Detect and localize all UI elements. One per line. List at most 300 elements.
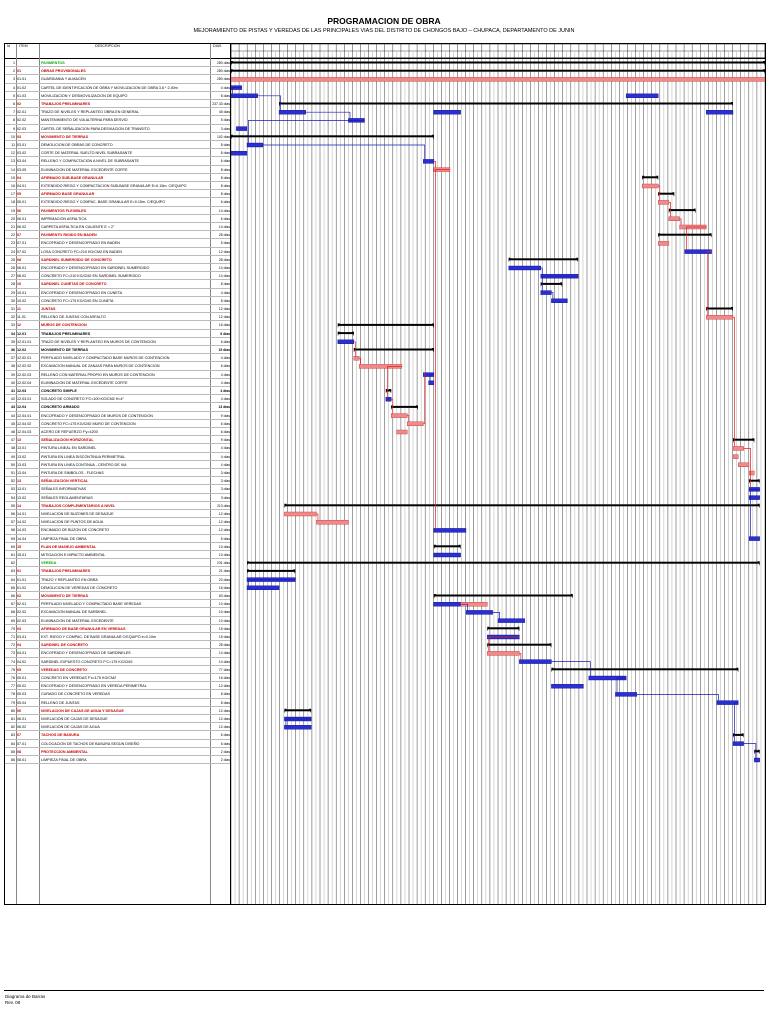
- task-item-code: 01: [17, 69, 22, 74]
- task-row[interactable]: [5, 658, 230, 666]
- task-description: SARDINEL EXPUESTO CONCRETO F'C=175 KG/CM2: [41, 659, 133, 664]
- summary-bar: [434, 595, 573, 597]
- task-description: TACHOS DE BASURA: [41, 733, 80, 738]
- task-duration: 237.33 días: [212, 102, 230, 106]
- task-description: TRAZO Y REPLANTEO EN OBRA: [41, 577, 98, 582]
- task-row[interactable]: [5, 395, 230, 403]
- task-description: NIVELACION DE CAJAS DE AGUA: [41, 725, 100, 730]
- task-row[interactable]: [5, 330, 230, 338]
- summary-bar: [247, 562, 760, 564]
- task-row[interactable]: [5, 453, 230, 461]
- task-item-code: 12.02.02: [17, 364, 32, 369]
- task-item-code: 06.01: [17, 216, 27, 221]
- footer-label: Diagrama de Barras: [5, 994, 46, 999]
- task-row[interactable]: [5, 338, 230, 346]
- task-bar: [247, 586, 279, 590]
- task-row[interactable]: [5, 592, 230, 600]
- task-description: CONCRETO FC=210 KG/CM2 EN SARDINEL SUMERGIDO: [41, 274, 141, 279]
- task-id: 21: [10, 225, 15, 229]
- task-row[interactable]: [5, 551, 230, 559]
- task-description: SARDINEL DE CONCRETO: [41, 643, 88, 648]
- task-row[interactable]: [5, 362, 230, 370]
- dependency-link: [680, 219, 682, 225]
- task-row[interactable]: [5, 231, 230, 239]
- task-row[interactable]: [5, 518, 230, 526]
- task-row[interactable]: [5, 256, 230, 264]
- summary-bar: [391, 406, 418, 408]
- task-id: 9: [12, 126, 15, 131]
- task-duration: 10 días: [218, 553, 230, 557]
- task-item-code: 01: [17, 569, 22, 574]
- task-row[interactable]: [5, 526, 230, 534]
- task-description: CONCRETO FC=175 KG/CM2 EN CUNETA: [41, 298, 114, 303]
- task-duration: 12 días: [218, 717, 230, 721]
- task-id: 48: [10, 446, 15, 451]
- task-row[interactable]: [5, 510, 230, 518]
- task-duration: 16 días: [218, 676, 230, 680]
- task-row[interactable]: [5, 690, 230, 698]
- critical-task-bar: [706, 315, 733, 319]
- task-description: ENCOFRADO Y DESENCOFRADO DE SARDINELES: [41, 651, 131, 656]
- task-row[interactable]: [5, 477, 230, 485]
- task-description: LIMPIEZA FINAL DE OBRA: [41, 536, 87, 541]
- task-bar: [615, 692, 636, 696]
- task-row[interactable]: [5, 166, 230, 174]
- task-row[interactable]: [5, 461, 230, 469]
- task-bar: [434, 110, 461, 114]
- task-duration: 213 días: [216, 503, 230, 508]
- dependency-link: [316, 514, 318, 520]
- task-id: 78: [10, 692, 15, 697]
- task-description: AFIRMADO DE BASE GRANULAR EN VEREDAS: [41, 626, 126, 631]
- task-description: PROTECCION AMBIENTAL: [41, 749, 88, 754]
- task-row[interactable]: [5, 699, 230, 707]
- task-description: TRABAJOS PRELIMINARES: [41, 102, 91, 106]
- task-duration: 8 días: [220, 700, 230, 705]
- task-row[interactable]: [5, 215, 230, 223]
- task-row[interactable]: [5, 641, 230, 649]
- task-id: 61: [10, 553, 15, 557]
- task-description: ELIMINACION DE MATERIAL EXCEDENTE CORTE: [41, 167, 128, 172]
- task-duration: 14 días: [218, 225, 230, 229]
- task-id: 6: [12, 102, 15, 106]
- task-description: ENCOFRADO Y DESENCOFRADO DE MUROS DE CONTENCION: [41, 413, 153, 418]
- task-item-code: 12.03: [17, 389, 27, 393]
- task-description: TRAZO DE NIVELES Y REPLANTEO OBRA EN GENERAL: [41, 110, 140, 115]
- task-duration: 6 días: [220, 421, 230, 426]
- task-row[interactable]: [5, 436, 230, 444]
- task-id: 71: [10, 635, 15, 639]
- critical-task-bar: [658, 200, 669, 204]
- task-id: 45: [10, 421, 15, 426]
- task-id: 4: [12, 85, 15, 90]
- task-id: 51: [10, 471, 15, 475]
- dependency-link: [423, 373, 425, 424]
- task-row[interactable]: [5, 248, 230, 256]
- task-row[interactable]: [5, 297, 230, 305]
- task-bar: [231, 151, 247, 155]
- task-row[interactable]: [5, 272, 230, 280]
- task-duration: 4 días: [220, 454, 230, 459]
- task-row[interactable]: [5, 649, 230, 657]
- task-row[interactable]: [5, 723, 230, 731]
- task-description: ELIMINACION DE MATERIAL EXCEDENTE CORTE: [41, 380, 128, 385]
- task-item-code: 12.01: [17, 331, 27, 336]
- task-item-code: 02: [17, 594, 22, 598]
- task-duration: 4 días: [220, 446, 230, 451]
- task-bar: [498, 619, 525, 623]
- task-bar: [386, 397, 391, 401]
- task-item-code: 14: [17, 503, 22, 508]
- dependency-link: [519, 653, 521, 659]
- task-row[interactable]: [5, 141, 230, 149]
- task-row[interactable]: [5, 198, 230, 206]
- task-id: 75: [10, 667, 15, 672]
- task-row[interactable]: [5, 190, 230, 198]
- task-row[interactable]: [5, 584, 230, 592]
- task-row[interactable]: [5, 707, 230, 715]
- task-item-code: 06.02: [17, 725, 27, 730]
- task-duration: 77 días: [218, 667, 230, 672]
- task-row[interactable]: [5, 469, 230, 477]
- task-row[interactable]: [5, 346, 230, 354]
- summary-bar: [284, 709, 311, 711]
- task-item-code: 13.01: [17, 446, 27, 451]
- task-row[interactable]: [5, 633, 230, 641]
- task-description: TRAZO DE NIVELES Y REPLANTEO EN MUROS DE CONTENCION: [41, 339, 156, 344]
- task-description: COLOCACION DE TACHOS DE BASURA SEGUN DISEÑO: [41, 741, 140, 746]
- task-row[interactable]: [5, 92, 230, 100]
- task-bar: [749, 537, 760, 541]
- task-row[interactable]: [5, 59, 230, 67]
- task-id: 44: [10, 413, 15, 418]
- task-duration: 10 días: [218, 544, 230, 549]
- task-id: 42: [10, 397, 15, 402]
- task-id: 18: [10, 200, 15, 205]
- task-row[interactable]: [5, 559, 230, 567]
- critical-task-bar: [733, 455, 738, 459]
- task-row[interactable]: [5, 494, 230, 502]
- task-id: 81: [10, 717, 15, 721]
- task-item-code: 03.02: [17, 151, 27, 156]
- task-id: 68: [10, 610, 15, 615]
- task-item-code: 03.05: [17, 167, 27, 172]
- critical-task-bar: [642, 184, 658, 188]
- dependency-link: [733, 317, 735, 446]
- task-row[interactable]: [5, 116, 230, 124]
- task-item-code: 06: [17, 208, 22, 213]
- task-id: 57: [10, 520, 15, 525]
- critical-task-bar: [658, 241, 669, 245]
- task-id: 58: [10, 528, 15, 533]
- critical-task-bar: [733, 446, 744, 450]
- task-duration: 14 días: [218, 651, 230, 656]
- task-duration: 4 días: [220, 290, 230, 295]
- task-duration: 4 días: [220, 372, 230, 377]
- task-item-code: 10: [17, 282, 22, 287]
- task-row[interactable]: [5, 149, 230, 157]
- task-row[interactable]: [5, 108, 230, 116]
- task-row[interactable]: [5, 715, 230, 723]
- task-description: PAVIMENTOS FLEXIBLES: [41, 208, 87, 213]
- task-row[interactable]: [5, 756, 230, 764]
- task-item-code: 02.01: [17, 110, 27, 115]
- task-item-code: 11.01: [17, 315, 26, 320]
- task-id: 84: [10, 741, 15, 746]
- task-description: PINTURA EN LINEA CONTINUA - CENTRO DE VIA: [41, 462, 127, 467]
- task-item-code: 02.02: [17, 118, 27, 123]
- task-row[interactable]: [5, 740, 230, 748]
- task-description: SEÑALIZACION HORIZONTAL: [41, 438, 94, 443]
- task-duration: 28 días: [218, 643, 230, 648]
- task-id: 24: [10, 249, 15, 254]
- task-bar: [541, 291, 552, 295]
- task-row[interactable]: [5, 264, 230, 272]
- task-item-code: 07.01: [17, 241, 27, 246]
- task-row[interactable]: [5, 576, 230, 584]
- task-row[interactable]: [5, 485, 230, 493]
- task-description: CURADO DE CONCRETO EN VEREDAS: [41, 692, 110, 697]
- task-duration: 3 días: [220, 126, 230, 131]
- task-row[interactable]: [5, 371, 230, 379]
- task-id: 26: [10, 266, 15, 270]
- task-row[interactable]: [5, 313, 230, 321]
- task-row[interactable]: [5, 608, 230, 616]
- task-description: NIVELACION DE CAJAS DE AGUA Y DESAGUE: [41, 708, 124, 713]
- task-duration: 2 días: [220, 749, 230, 754]
- task-row[interactable]: [5, 354, 230, 362]
- task-row[interactable]: [5, 133, 230, 141]
- task-item-code: 15.01: [17, 553, 27, 557]
- task-row[interactable]: [5, 174, 230, 182]
- task-description: MOVIMIENTO DE TIERRAS: [41, 134, 89, 139]
- critical-task-bar: [749, 471, 754, 475]
- task-row[interactable]: [5, 84, 230, 92]
- task-row[interactable]: [5, 125, 230, 133]
- dependency-link: [435, 170, 450, 529]
- task-id: 74: [10, 659, 15, 664]
- task-duration: 15 días: [218, 635, 230, 639]
- task-description: SEÑALIZACION VERTICAL: [41, 479, 89, 484]
- col-dur-header: DIAS: [213, 44, 222, 48]
- task-duration: 6 días: [220, 216, 230, 221]
- task-description: MOVIMIENTO DE TIERRAS: [41, 594, 89, 598]
- task-row[interactable]: [5, 289, 230, 297]
- col-item-header: ITEM: [19, 44, 28, 48]
- task-row[interactable]: [5, 617, 230, 625]
- task-id: 34: [10, 331, 15, 336]
- task-row[interactable]: [5, 420, 230, 428]
- task-row[interactable]: [5, 207, 230, 215]
- task-bar: [284, 725, 311, 729]
- task-description: PINTURA EN LINEA DISCONTINUA PERIMETRAL: [41, 454, 126, 459]
- task-id: 65: [10, 585, 15, 590]
- task-row[interactable]: [5, 731, 230, 739]
- task-id: 5: [12, 93, 15, 98]
- task-duration: 12 días: [218, 528, 230, 533]
- task-item-code: 14.04: [17, 536, 27, 541]
- task-row[interactable]: [5, 535, 230, 543]
- task-description: TRABAJOS PRELIMINARES: [41, 331, 91, 336]
- task-description: NIVELACION DE CAJAS DE DESAGUE: [41, 717, 108, 721]
- task-id: 63: [10, 569, 15, 574]
- task-row[interactable]: [5, 67, 230, 75]
- task-item-code: 08.01: [17, 266, 27, 270]
- critical-task-bar: [487, 651, 519, 655]
- task-item-code: 07.02: [17, 249, 27, 254]
- task-row[interactable]: [5, 321, 230, 329]
- task-item-code: 13.01: [17, 487, 27, 492]
- task-id: 72: [10, 643, 15, 648]
- summary-bar: [247, 570, 295, 572]
- task-description: ENCOFRADO Y DESENCOFRADO EN SARDINEL SUMERGIDO: [41, 266, 150, 270]
- footer-revision: Rev. 08: [5, 1000, 21, 1005]
- task-description: ENCOFRADO Y DESENCOFRADO EN VEREDA PERIMETRAL: [41, 684, 147, 689]
- task-row[interactable]: [5, 157, 230, 165]
- summary-bar: [706, 308, 733, 310]
- task-row[interactable]: [5, 625, 230, 633]
- page-subtitle: MEJORAMIENTO DE PISTAS Y VEREDAS DE LAS PRINCIPALES VIAS DEL DISTRITO DE CHONGOS BAJO – CHUPACA, DEPARTAMENTO DE JUNIN: [193, 28, 575, 34]
- task-duration: 8 días: [220, 93, 230, 98]
- task-id: 35: [10, 339, 15, 344]
- task-bar: [519, 660, 551, 664]
- task-id: 28: [10, 282, 15, 287]
- task-item-code: 02.02: [17, 610, 27, 615]
- summary-bar: [284, 504, 759, 506]
- task-description: PERFILADO NIVELADO Y COMPACTADO BASE MUROS DE CONTENCION: [41, 356, 170, 361]
- task-bar: [434, 602, 461, 606]
- critical-task-bar: [284, 512, 316, 516]
- task-item-code: 13.02: [17, 495, 27, 500]
- task-duration: 3 días: [220, 495, 230, 500]
- task-item-code: 12.02.04: [17, 380, 32, 385]
- task-description: MOVILIZACION Y DESMOVILIZACION DE EQUIPO: [41, 93, 128, 98]
- task-duration: 4 días: [220, 389, 230, 393]
- task-id: 32: [10, 315, 15, 320]
- task-id: 76: [10, 676, 15, 680]
- task-row[interactable]: [5, 748, 230, 756]
- task-duration: 10 días: [218, 610, 230, 615]
- task-item-code: 11: [17, 307, 21, 311]
- task-duration: 8 días: [220, 175, 230, 180]
- task-id: 47: [10, 438, 15, 443]
- task-row[interactable]: [5, 502, 230, 510]
- task-id: 23: [10, 241, 15, 246]
- task-row[interactable]: [5, 682, 230, 690]
- task-description: MUROS DE CONTENCION: [41, 323, 87, 328]
- task-item-code: 01.02: [17, 85, 27, 90]
- critical-task-bar: [669, 217, 680, 221]
- task-item-code: 15: [17, 544, 22, 549]
- task-item-code: 13: [17, 479, 22, 484]
- task-id: 30: [10, 298, 15, 303]
- task-description: CARTEL DE IDENTIFICACION DE OBRA Y MOVILIZACION DE OBRA 3.6 * 2.40m: [41, 85, 178, 90]
- task-row[interactable]: [5, 387, 230, 395]
- task-row[interactable]: [5, 543, 230, 551]
- summary-bar: [509, 258, 578, 260]
- task-row[interactable]: [5, 567, 230, 575]
- task-item-code: 04.01: [17, 184, 27, 188]
- task-description: MITIGACION E IMPACTO AMBIENTAL: [41, 553, 106, 557]
- task-item-code: 12.04: [17, 405, 27, 410]
- task-item-code: 05: [17, 192, 22, 197]
- task-id: 12: [10, 151, 15, 156]
- task-item-code: 08: [17, 257, 22, 262]
- gantt-chart: [231, 44, 765, 904]
- task-duration: 12 días: [218, 249, 230, 254]
- task-duration: 21 días: [218, 569, 230, 574]
- task-row[interactable]: [5, 403, 230, 411]
- task-bar: [338, 340, 354, 344]
- summary-bar: [338, 332, 354, 334]
- task-row[interactable]: [5, 666, 230, 674]
- task-row[interactable]: [5, 280, 230, 288]
- task-description: CONCRETO ARMADO: [41, 405, 80, 410]
- task-item-code: 12.01.01: [17, 339, 32, 344]
- task-row[interactable]: [5, 412, 230, 420]
- task-row[interactable]: [5, 674, 230, 682]
- task-item-code: 12.02.01: [17, 356, 32, 361]
- summary-bar: [551, 668, 738, 670]
- task-description: ENCOFRADO Y DESENCOFRADO EN CUNETA: [41, 290, 123, 295]
- task-id: 70: [10, 626, 15, 631]
- task-item-code: 02.03: [17, 126, 27, 131]
- summary-bar: [231, 62, 765, 64]
- task-duration: 6 días: [220, 364, 230, 369]
- task-description: CONCRETO EN VEREDAS F'c=175 KG/CM2: [41, 676, 117, 680]
- task-description: RELLENO CON MATERIAL PROPIO EN MUROS DE CONTENCION: [41, 372, 155, 377]
- task-description: PAVIMENTOS: [41, 61, 65, 65]
- critical-task-bar: [397, 430, 408, 434]
- task-duration: 231 días: [216, 561, 230, 566]
- task-duration: 14 días: [218, 659, 230, 664]
- task-row[interactable]: [5, 305, 230, 313]
- task-id: 39: [10, 372, 15, 377]
- task-row[interactable]: [5, 600, 230, 608]
- dependency-link: [493, 612, 500, 618]
- task-description: PAVIMENTO RIGIDO EN BADEN: [41, 233, 97, 238]
- task-bar: [429, 381, 434, 385]
- task-row[interactable]: [5, 379, 230, 387]
- task-id: 37: [10, 356, 15, 361]
- task-bar: [236, 127, 247, 131]
- task-duration: 8 días: [220, 192, 230, 197]
- task-description: IMPRIMACION ASFALTICA: [41, 216, 87, 221]
- task-row[interactable]: [5, 428, 230, 436]
- task-description: TRABAJOS PRELIMINARES: [41, 569, 91, 574]
- task-id: 40: [10, 380, 15, 385]
- task-description: MOVIMIENTO DE TIERRAS: [41, 348, 89, 352]
- task-row[interactable]: [5, 75, 230, 83]
- task-row[interactable]: [5, 182, 230, 190]
- task-row[interactable]: [5, 100, 230, 108]
- task-duration: 14 días: [218, 274, 230, 279]
- task-id: 86: [10, 758, 15, 762]
- task-description: ENCIMADO DE BUZON DE CONCRETO: [41, 528, 110, 533]
- task-row[interactable]: [5, 223, 230, 231]
- task-duration: 280 días: [216, 77, 230, 82]
- task-duration: 8 días: [220, 282, 230, 287]
- task-id: 41: [10, 389, 15, 393]
- task-item-code: 14.02: [17, 520, 27, 525]
- task-row[interactable]: [5, 239, 230, 247]
- task-bar: [733, 742, 744, 746]
- task-row[interactable]: [5, 444, 230, 452]
- task-item-code: 12.04.01: [17, 413, 32, 418]
- critical-task-bar: [738, 463, 749, 467]
- task-duration: 6 días: [220, 331, 230, 336]
- task-duration: 12 días: [218, 307, 230, 311]
